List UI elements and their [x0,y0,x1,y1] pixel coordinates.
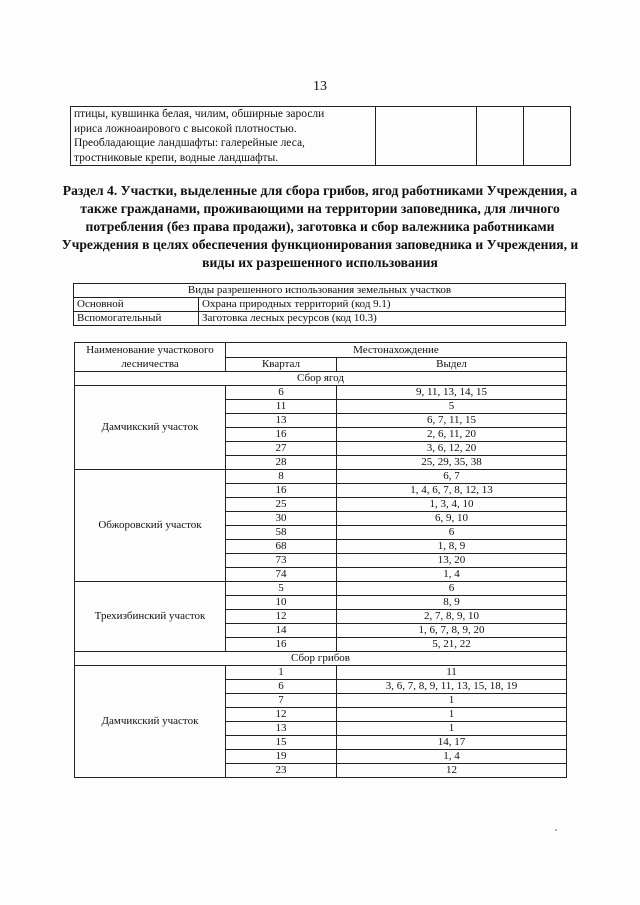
kvartal-cell: 12 [226,708,337,722]
vydel-cell: 25, 29, 35, 38 [337,456,567,470]
vydel-cell: 1, 3, 4, 10 [337,498,567,512]
section-title: Сбор грибов [75,652,567,666]
kvartal-cell: 5 [226,582,337,596]
forestry-name: Обжоровский участок [75,470,226,582]
vydel-cell: 3, 6, 12, 20 [337,442,567,456]
vydel-cell: 1 [337,722,567,736]
vydel-cell: 1 [337,694,567,708]
kvartal-cell: 1 [226,666,337,680]
kvartal-cell: 14 [226,624,337,638]
kvartal-cell: 15 [226,736,337,750]
permitted-use-table [73,283,566,326]
kvartal-cell: 6 [226,680,337,694]
vydel-cell: 1 [337,708,567,722]
vydel-cell: 1, 4 [337,568,567,582]
vydel-cell: 1, 4, 6, 7, 8, 12, 13 [337,484,567,498]
kvartal-cell: 58 [226,526,337,540]
vydel-cell: 5, 21, 22 [337,638,567,652]
section-heading: Раздел 4. Участки, выделенные для сбора грибов, ягод работниками Учреждения, а также гражданами, проживающими на территории заповедника, для личного потребления (без права продажи), заготовка и сбор валежника работниками Учреждения в целях обеспечения функционирования заповедника и Учреждения, и виды их разрешенного использования [61,183,579,270]
kvartal-cell: 7 [226,694,337,708]
forestry-name: Трехизбинский участок [75,582,226,652]
empty-cell [376,107,476,166]
page-number: 13 [313,79,327,94]
empty-cell [476,107,524,166]
kvartal-cell: 25 [226,498,337,512]
use-value: Охрана природных территорий (код 9.1) [199,298,566,312]
column-header-name: Наименование участкового лесничества [75,343,226,372]
vydel-cell: 14, 17 [337,736,567,750]
vydel-cell: 13, 20 [337,554,567,568]
kvartal-cell: 27 [226,442,337,456]
kvartal-cell: 30 [226,512,337,526]
vydel-cell: 2, 6, 11, 20 [337,428,567,442]
vydel-cell: 8, 9 [337,596,567,610]
use-value: Заготовка лесных ресурсов (код 10.3) [199,312,566,326]
section-title: Сбор ягод [75,372,567,386]
description-cell [71,107,376,166]
vydel-cell: 6, 7 [337,470,567,484]
table-row [75,666,567,680]
table-header-row [75,343,567,358]
column-header-kvartal: Квартал [226,358,337,372]
table-row [75,582,567,596]
kvartal-cell: 16 [226,638,337,652]
use-kind: Вспомогательный [74,312,199,326]
kvartal-cell: 16 [226,484,337,498]
kvartal-cell: 23 [226,764,337,778]
kvartal-cell: 13 [226,414,337,428]
empty-cell [524,107,571,166]
vydel-cell: 6 [337,582,567,596]
table-row [74,312,566,326]
vydel-cell: 1, 4 [337,750,567,764]
column-header-vydel: Выдел [337,358,567,372]
description-line: тростниковые крепи, водные ландшафты. [74,151,279,164]
description-line: ириса ложноаирового с высокой плотностью. [74,122,297,135]
vydel-cell: 1, 6, 7, 8, 9, 20 [337,624,567,638]
continued-table-fragment [70,106,571,166]
section-row [75,372,567,386]
kvartal-cell: 68 [226,540,337,554]
kvartal-cell: 73 [226,554,337,568]
vydel-cell: 3, 6, 7, 8, 9, 11, 13, 15, 18, 19 [337,680,567,694]
section-row [75,652,567,666]
scan-speck [555,829,557,831]
vydel-cell: 2, 7, 8, 9, 10 [337,610,567,624]
vydel-cell: 1, 8, 9 [337,540,567,554]
kvartal-cell: 12 [226,610,337,624]
kvartal-cell: 28 [226,456,337,470]
vydel-cell: 5 [337,400,567,414]
kvartal-cell: 16 [226,428,337,442]
vydel-cell: 6 [337,526,567,540]
kvartal-cell: 13 [226,722,337,736]
use-kind: Основной [74,298,199,312]
table-row [74,298,566,312]
forestry-name: Дамчикский участок [75,386,226,470]
kvartal-cell: 8 [226,470,337,484]
kvartal-cell: 11 [226,400,337,414]
kvartal-cell: 10 [226,596,337,610]
kvartal-cell: 6 [226,386,337,400]
description-line: птицы, кувшинка белая, чилим, обширные заросли [74,108,325,120]
vydel-cell: 6, 7, 11, 15 [337,414,567,428]
column-header-location: Местонахождение [226,343,567,358]
vydel-cell: 11 [337,666,567,680]
permitted-use-header: Виды разрешенного использования земельных участков [74,284,566,298]
vydel-cell: 9, 11, 13, 14, 15 [337,386,567,400]
kvartal-cell: 19 [226,750,337,764]
forestry-name: Дамчикский участок [75,666,226,778]
vydel-cell: 6, 9, 10 [337,512,567,526]
table-row [75,470,567,484]
locations-table [74,342,567,778]
table-row [75,386,567,400]
vydel-cell: 12 [337,764,567,778]
description-line: Преобладающие ландшафты: галерейные леса, [74,137,305,149]
kvartal-cell: 74 [226,568,337,582]
